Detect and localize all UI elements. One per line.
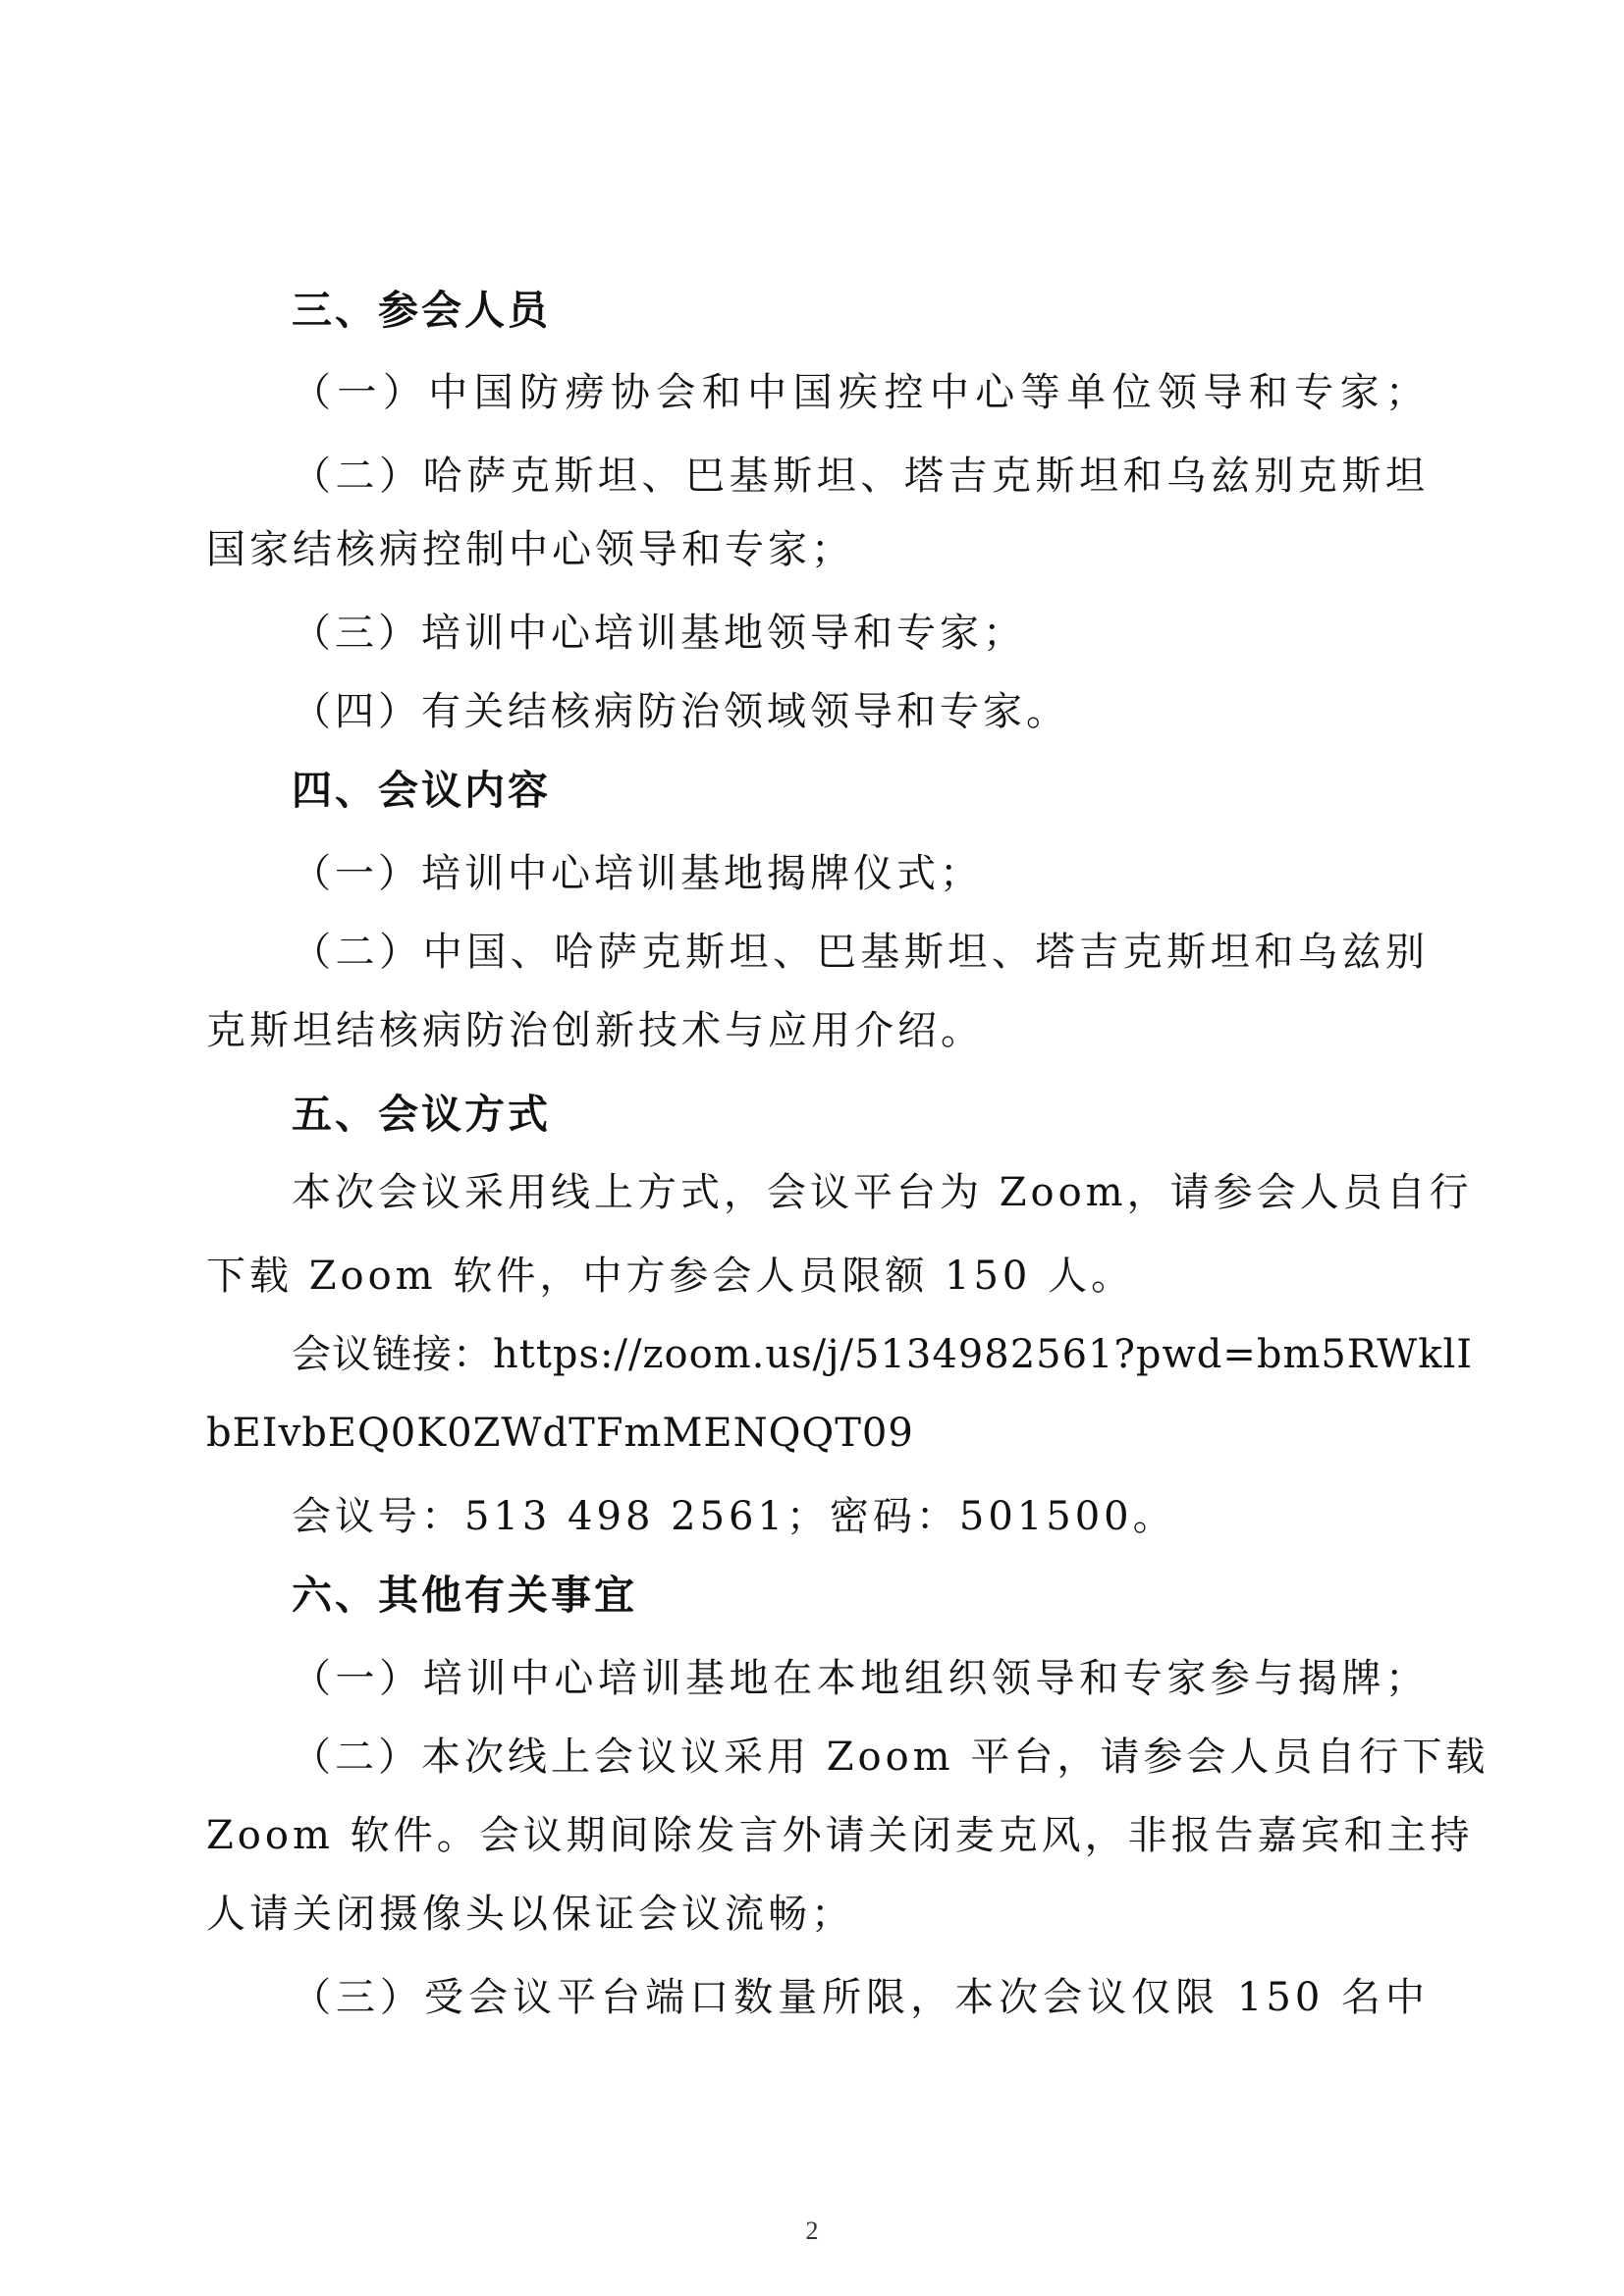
text-line-attendee-1: （一）中国防痨协会和中国疾控中心等单位领导和专家；: [292, 370, 1429, 415]
text-line-attendee-2a: （二）哈萨克斯坦、巴基斯坦、塔吉克斯坦和乌兹别克斯坦: [292, 454, 1429, 499]
text-line-other-1: （一）培训中心培训基地在本地组织领导和专家参与揭牌；: [292, 1656, 1429, 1701]
text-line-other-2a: （二）本次线上会议议采用 Zoom 平台，请参会人员自行下载: [292, 1735, 1489, 1780]
text-line-attendee-4: （四）有关结核病防治领域领导和专家。: [292, 689, 1069, 734]
page-number: 2: [805, 2216, 819, 2245]
text-line-attendee-2b: 国家结核病控制中心领导和专家；: [206, 527, 854, 572]
text-line-other-2c: 人请关闭摄像头以保证会议流畅；: [206, 1892, 854, 1937]
section-heading-heading-5: 五、会议方式: [292, 1091, 551, 1138]
text-line-link-a: 会议链接：https://zoom.us/j/5134982561?pwd=bm5RWklI: [292, 1332, 1474, 1377]
section-heading-heading-6: 六、其他有关事宜: [292, 1572, 637, 1619]
section-heading-heading-3: 三、参会人员: [292, 287, 551, 334]
text-line-content-2b: 克斯坦结核病防治创新技术与应用介绍。: [206, 1008, 984, 1053]
text-line-method-1b: 下载 Zoom 软件，中方参会人员限额 150 人。: [206, 1254, 1135, 1299]
text-line-content-2a: （二）中国、哈萨克斯坦、巴基斯坦、塔吉克斯坦和乌兹别: [292, 930, 1429, 975]
section-heading-heading-4: 四、会议内容: [292, 767, 551, 814]
text-line-other-3a: （三）受会议平台端口数量所限，本次会议仅限 150 名中: [292, 1975, 1429, 2020]
text-line-content-1: （一）培训中心培训基地揭牌仪式；: [292, 851, 983, 896]
text-line-meeting-id: 会议号：513 498 2561；密码：501500。: [292, 1494, 1176, 1539]
text-line-method-1a: 本次会议采用线上方式，会议平台为 Zoom，请参会人员自行: [292, 1170, 1473, 1215]
text-line-link-b: bEIvbEQ0K0ZWdTFmMENQQT09: [206, 1411, 914, 1456]
text-line-attendee-3: （三）培训中心培训基地领导和专家；: [292, 611, 1026, 656]
text-line-other-2b: Zoom 软件。会议期间除发言外请关闭麦克风，非报告嘉宾和主持: [206, 1813, 1474, 1858]
